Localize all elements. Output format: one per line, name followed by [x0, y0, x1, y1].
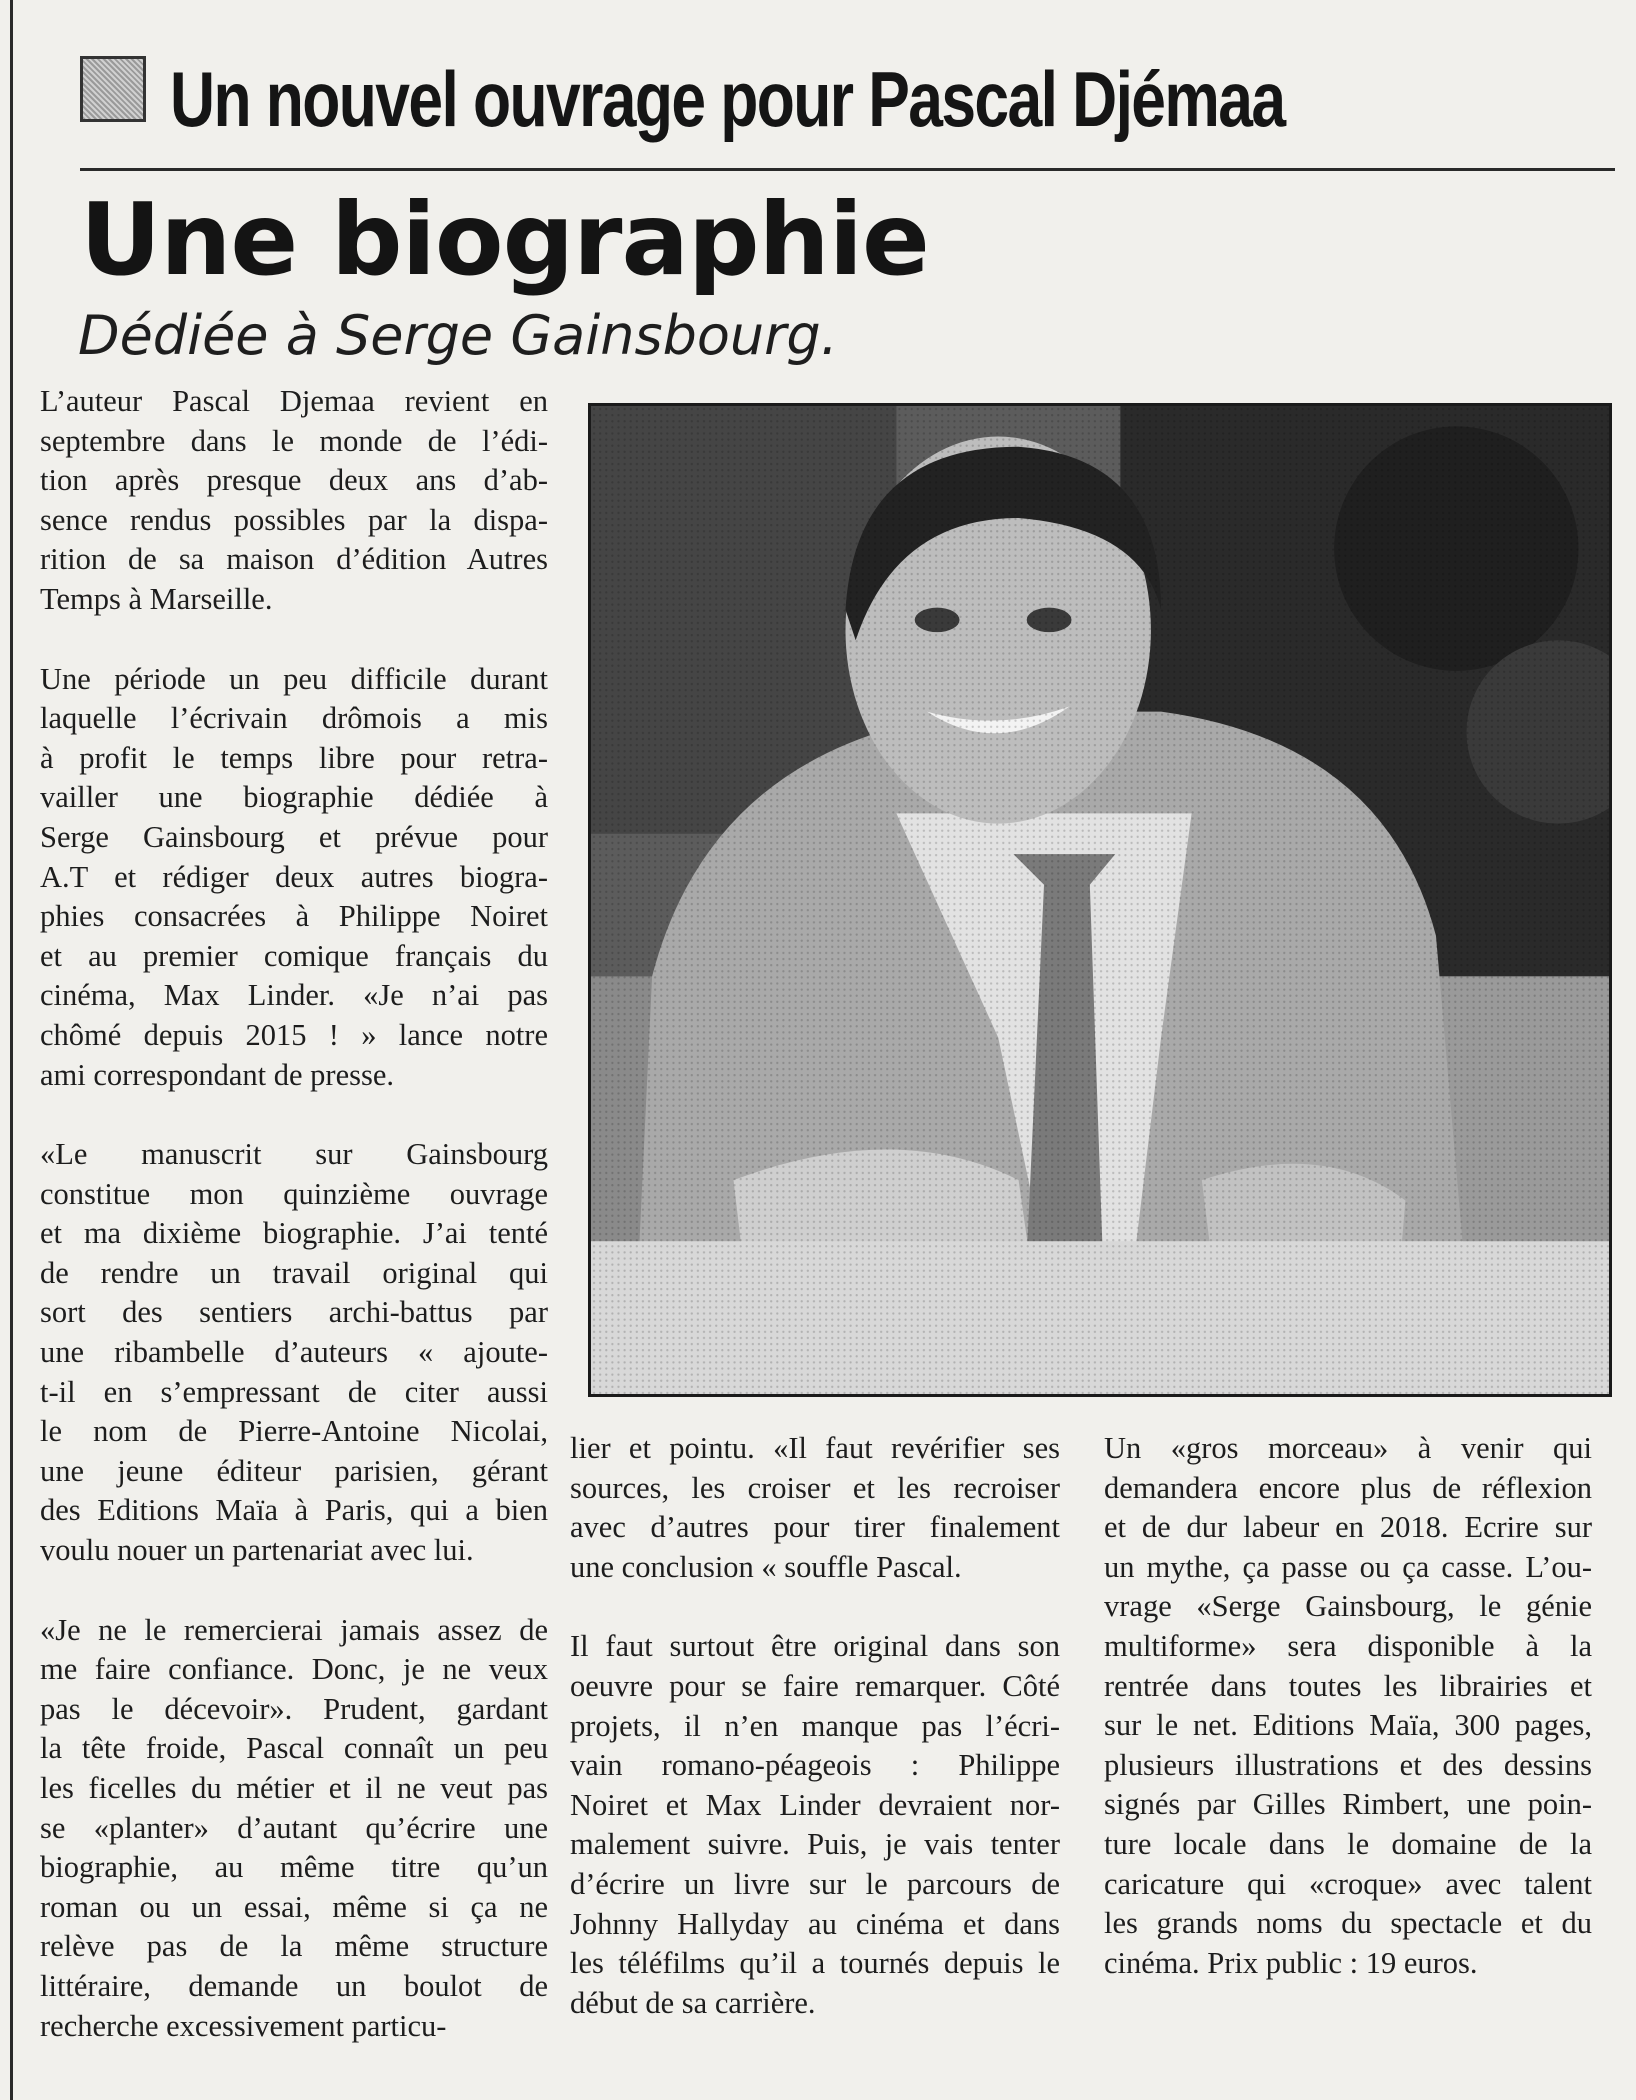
text-line: Noiret et Max Linder devraient nor- — [570, 1787, 1060, 1822]
text-line: lier et pointu. «Il faut revérifier ses — [570, 1431, 1060, 1465]
headline: Une biographie — [80, 181, 929, 298]
paragraph-gap — [40, 1571, 548, 1611]
text-line: le nom de Pierre-Antoine Nicolai, — [40, 1414, 548, 1449]
article-column-2 — [570, 1429, 1060, 2023]
text-line: Johnny Hallyday au cinéma et dans — [570, 1906, 1060, 1941]
article-column-3 — [1104, 1429, 1592, 1983]
text-line: relève pas de la même structure — [40, 1929, 548, 1964]
text-line: L’auteur Pascal Djemaa revient en — [40, 384, 548, 418]
text-line: biographie, au même titre qu’un — [40, 1850, 548, 1885]
text-line: cinéma, Max Linder. «Je n’ai pas — [40, 978, 548, 1013]
text-line: une conclusion « souffle Pascal. — [570, 1549, 962, 1584]
text-line: se «planter» d’autant qu’écrire une — [40, 1810, 548, 1845]
text-line: pas le décevoir». Prudent, gardant — [40, 1691, 548, 1726]
text-line: septembre dans le monde de l’édi- — [40, 423, 548, 458]
text-line: cinéma. Prix public : 19 euros. — [1104, 1945, 1478, 1980]
text-line: les grands noms du spectacle et du — [1104, 1906, 1592, 1941]
text-line: constitue mon quinzième ouvrage — [40, 1176, 548, 1211]
text-line: et de dur labeur en 2018. Ecrire sur — [1104, 1510, 1592, 1545]
text-line: Il faut surtout être original dans son — [570, 1629, 1060, 1664]
text-line: Une période un peu difficile durant — [40, 661, 548, 696]
text-line: une ribambelle d’auteurs « ajoute- — [40, 1335, 548, 1370]
kicker-square-icon — [80, 56, 146, 122]
article-column-1 — [40, 382, 548, 2046]
text-line: Serge Gainsbourg et prévue pour — [40, 819, 548, 854]
text-line: rition de sa maison d’édition Autres — [40, 542, 548, 577]
text-line: «Je ne le remercierai jamais assez de — [40, 1612, 548, 1647]
text-line: recherche excessivement particu- — [40, 2008, 447, 2043]
text-line: laquelle l’écrivain drômois a mis — [40, 701, 548, 736]
text-line: littéraire, demande un boulot de — [40, 1968, 548, 2003]
text-line: caricature qui «croque» avec talent — [1104, 1866, 1592, 1901]
text-line: sources, les croiser et les recroiser — [570, 1470, 1060, 1505]
column-3-lines — [1104, 1429, 1592, 1983]
text-line: me faire confiance. Donc, je ne veux — [40, 1652, 548, 1687]
text-line: projets, il n’en manque pas l’écri- — [570, 1708, 1060, 1743]
text-line: chômé depuis 2015 ! » lance notre — [40, 1017, 548, 1052]
text-line: plusieurs illustrations et des dessins — [1104, 1747, 1592, 1782]
text-line: signés par Gilles Rimbert, une poin- — [1104, 1787, 1592, 1822]
text-line: t-il en s’empressant de citer aussi — [40, 1374, 548, 1409]
text-line: ture locale dans le domaine de la — [1104, 1826, 1592, 1861]
text-line: les ficelles du métier et il ne veut pas — [40, 1771, 548, 1805]
text-line: une jeune éditeur parisien, gérant — [40, 1453, 548, 1488]
paragraph-gap — [570, 1587, 1060, 1627]
column-2-lines — [570, 1429, 1060, 2023]
text-line: rentrée dans toutes les librairies et — [1104, 1668, 1592, 1703]
text-line: et ma dixième biographie. J’ai tenté — [40, 1216, 548, 1251]
text-line: vailler une biographie dédiée à — [40, 780, 548, 815]
text-line: début de sa carrière. — [570, 1985, 816, 2020]
text-line: vrage «Serge Gainsbourg, le génie — [1104, 1589, 1592, 1624]
text-line: ami correspondant de presse. — [40, 1057, 395, 1092]
text-line: voulu nouer un partenariat avec lui. — [40, 1533, 474, 1568]
text-line: A.T et rédiger deux autres biogra- — [40, 859, 548, 894]
text-line: «Le manuscrit sur Gainsbourg — [40, 1137, 548, 1172]
text-line: roman ou un essai, même si ça ne — [40, 1889, 548, 1924]
text-line: à profit le temps libre pour retra- — [40, 740, 548, 775]
kicker-title: Un nouvel ouvrage pour Pascal Djémaa — [170, 55, 1285, 143]
paragraph-gap — [40, 1095, 548, 1135]
text-line: Un «gros morceau» à venir qui — [1104, 1431, 1592, 1465]
text-line: sort des sentiers archi-battus par — [40, 1295, 548, 1330]
paragraph-gap — [40, 620, 548, 660]
text-line: sence rendus possibles par la dispa- — [40, 502, 548, 537]
text-line: multiforme» sera disponible à la — [1104, 1628, 1592, 1663]
text-line: oeuvre pour se faire remarquer. Côté — [570, 1668, 1060, 1703]
text-line: malement suivre. Puis, je vais tenter — [570, 1827, 1060, 1862]
column-1-lines — [40, 382, 548, 2046]
text-line: vain romano-péageois : Philippe — [570, 1748, 1060, 1783]
text-line: les téléfilms qu’il a tournés depuis le — [570, 1946, 1060, 1981]
text-line: avec d’autres pour tirer finalement — [570, 1510, 1060, 1545]
page-border-rule — [10, 0, 13, 2100]
text-line: phies consacrées à Philippe Noiret — [40, 899, 548, 934]
text-line: des Editions Maïa à Paris, qui a bien — [40, 1493, 548, 1528]
author-photo-illustration — [591, 406, 1609, 1394]
author-photo — [588, 403, 1612, 1397]
text-line: d’écrire un livre sur le parcours de — [570, 1866, 1060, 1901]
text-line: tion après presque deux ans d’ab- — [40, 463, 548, 498]
text-line: la tête froide, Pascal connaît un peu — [40, 1731, 548, 1766]
text-line: de rendre un travail original qui — [40, 1255, 548, 1290]
text-line: demandera encore plus de réflexion — [1104, 1470, 1592, 1505]
deck-subtitle: Dédiée à Serge Gainsbourg. — [78, 304, 838, 367]
text-line: Temps à Marseille. — [40, 581, 273, 616]
header-rule — [80, 168, 1615, 171]
text-line: sur le net. Editions Maïa, 300 pages, — [1104, 1708, 1592, 1743]
text-line: un mythe, ça passe ou ça casse. L’ou- — [1104, 1549, 1592, 1584]
text-line: et au premier comique français du — [40, 938, 548, 973]
